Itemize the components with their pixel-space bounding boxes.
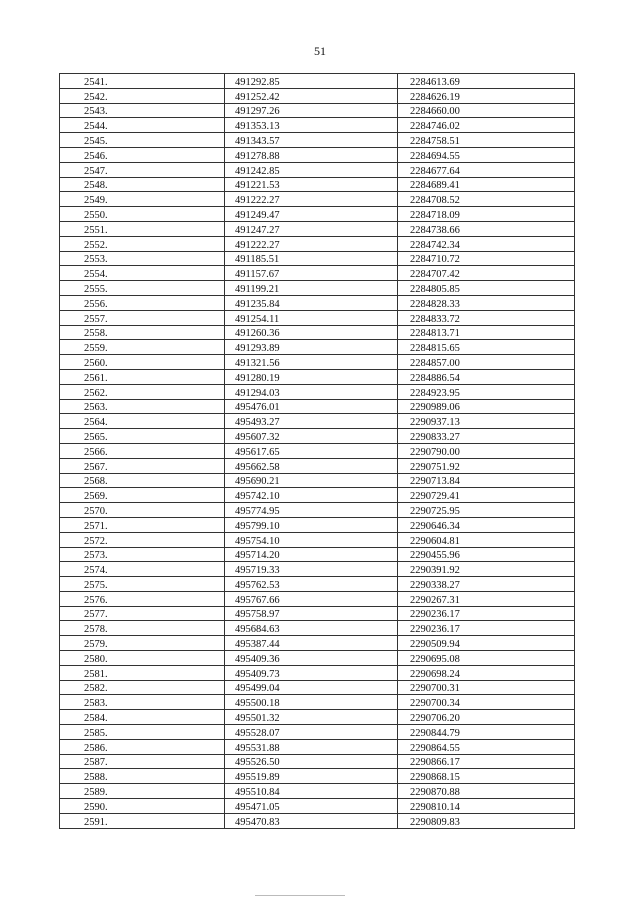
point-number-cell: 2547. <box>60 162 225 177</box>
y-coordinate-cell: 2290866.17 <box>398 754 575 769</box>
y-coordinate-cell: 2290713.84 <box>398 473 575 488</box>
y-coordinate-cell: 2290706.20 <box>398 710 575 725</box>
x-coordinate-cell: 495767.66 <box>225 591 398 606</box>
x-coordinate-cell: 491294.03 <box>225 384 398 399</box>
x-coordinate-cell: 491222.27 <box>225 236 398 251</box>
table-row <box>60 769 575 784</box>
table-row <box>60 754 575 769</box>
y-coordinate-cell: 2284707.42 <box>398 266 575 281</box>
table-row <box>60 799 575 814</box>
table-row <box>60 651 575 666</box>
x-coordinate-cell: 491247.27 <box>225 221 398 236</box>
point-number-cell: 2570. <box>60 503 225 518</box>
point-number-cell: 2578. <box>60 621 225 636</box>
table-row <box>60 162 575 177</box>
table-row <box>60 473 575 488</box>
point-number-cell: 2579. <box>60 636 225 651</box>
point-number-cell: 2552. <box>60 236 225 251</box>
point-number-cell: 2585. <box>60 725 225 740</box>
point-number-cell: 2543. <box>60 103 225 118</box>
point-number-cell: 2582. <box>60 680 225 695</box>
y-coordinate-cell: 2290751.92 <box>398 458 575 473</box>
page-number: 51 <box>314 44 326 58</box>
table-row <box>60 591 575 606</box>
y-coordinate-cell: 2290509.94 <box>398 636 575 651</box>
point-number-cell: 2555. <box>60 281 225 296</box>
table-row <box>60 295 575 310</box>
x-coordinate-cell: 495758.97 <box>225 606 398 621</box>
table-row <box>60 133 575 148</box>
table-row <box>60 503 575 518</box>
y-coordinate-cell: 2284718.09 <box>398 207 575 222</box>
x-coordinate-cell: 495501.32 <box>225 710 398 725</box>
y-coordinate-cell: 2290236.17 <box>398 621 575 636</box>
table-row <box>60 236 575 251</box>
x-coordinate-cell: 495493.27 <box>225 414 398 429</box>
x-coordinate-cell: 495528.07 <box>225 725 398 740</box>
y-coordinate-cell: 2284694.55 <box>398 147 575 162</box>
point-number-cell: 2590. <box>60 799 225 814</box>
point-number-cell: 2556. <box>60 295 225 310</box>
x-coordinate-cell: 491222.27 <box>225 192 398 207</box>
x-coordinate-cell: 491199.21 <box>225 281 398 296</box>
y-coordinate-cell: 2290338.27 <box>398 577 575 592</box>
point-number-cell: 2574. <box>60 562 225 577</box>
x-coordinate-cell: 491254.11 <box>225 310 398 325</box>
x-coordinate-cell: 495409.36 <box>225 651 398 666</box>
y-coordinate-cell: 2290790.00 <box>398 443 575 458</box>
y-coordinate-cell: 2290267.31 <box>398 591 575 606</box>
table-row <box>60 680 575 695</box>
y-coordinate-cell: 2290989.06 <box>398 399 575 414</box>
x-coordinate-cell: 495617.65 <box>225 443 398 458</box>
x-coordinate-cell: 495531.88 <box>225 739 398 754</box>
y-coordinate-cell: 2290868.15 <box>398 769 575 784</box>
point-number-cell: 2546. <box>60 147 225 162</box>
x-coordinate-cell: 491278.88 <box>225 147 398 162</box>
x-coordinate-cell: 491260.36 <box>225 325 398 340</box>
point-number-cell: 2587. <box>60 754 225 769</box>
y-coordinate-cell: 2290729.41 <box>398 488 575 503</box>
x-coordinate-cell: 491280.19 <box>225 369 398 384</box>
point-number-cell: 2567. <box>60 458 225 473</box>
footer-divider <box>255 895 345 896</box>
table-row <box>60 606 575 621</box>
table-row <box>60 177 575 192</box>
point-number-cell: 2542. <box>60 88 225 103</box>
x-coordinate-cell: 491293.89 <box>225 340 398 355</box>
table-row <box>60 355 575 370</box>
y-coordinate-cell: 2290604.81 <box>398 532 575 547</box>
table-row <box>60 517 575 532</box>
table-row <box>60 399 575 414</box>
point-number-cell: 2544. <box>60 118 225 133</box>
table-row <box>60 340 575 355</box>
y-coordinate-cell: 2284923.95 <box>398 384 575 399</box>
x-coordinate-cell: 491353.13 <box>225 118 398 133</box>
table-row <box>60 665 575 680</box>
point-number-cell: 2566. <box>60 443 225 458</box>
point-number-cell: 2560. <box>60 355 225 370</box>
y-coordinate-cell: 2290236.17 <box>398 606 575 621</box>
x-coordinate-cell: 495476.01 <box>225 399 398 414</box>
y-coordinate-cell: 2290809.83 <box>398 813 575 828</box>
x-coordinate-cell: 491292.85 <box>225 74 398 89</box>
y-coordinate-cell: 2284689.41 <box>398 177 575 192</box>
y-coordinate-cell: 2284677.64 <box>398 162 575 177</box>
y-coordinate-cell: 2284746.02 <box>398 118 575 133</box>
point-number-cell: 2559. <box>60 340 225 355</box>
point-number-cell: 2541. <box>60 74 225 89</box>
table-row <box>60 710 575 725</box>
point-number-cell: 2572. <box>60 532 225 547</box>
point-number-cell: 2573. <box>60 547 225 562</box>
point-number-cell: 2564. <box>60 414 225 429</box>
y-coordinate-cell: 2284886.54 <box>398 369 575 384</box>
table-row <box>60 103 575 118</box>
table-row <box>60 88 575 103</box>
x-coordinate-cell: 495519.89 <box>225 769 398 784</box>
table-row <box>60 118 575 133</box>
y-coordinate-cell: 2290844.79 <box>398 725 575 740</box>
x-coordinate-cell: 495409.73 <box>225 665 398 680</box>
table-row <box>60 281 575 296</box>
x-coordinate-cell: 495684.63 <box>225 621 398 636</box>
x-coordinate-cell: 495500.18 <box>225 695 398 710</box>
x-coordinate-cell: 495510.84 <box>225 784 398 799</box>
point-number-cell: 2575. <box>60 577 225 592</box>
y-coordinate-cell: 2284805.85 <box>398 281 575 296</box>
y-coordinate-cell: 2290725.95 <box>398 503 575 518</box>
y-coordinate-cell: 2290695.08 <box>398 651 575 666</box>
x-coordinate-cell: 495607.32 <box>225 429 398 444</box>
y-coordinate-cell: 2284708.52 <box>398 192 575 207</box>
table-row <box>60 74 575 89</box>
table-row <box>60 147 575 162</box>
table-row <box>60 310 575 325</box>
table-row <box>60 251 575 266</box>
table-row <box>60 695 575 710</box>
point-number-cell: 2551. <box>60 221 225 236</box>
table-row <box>60 414 575 429</box>
y-coordinate-cell: 2284626.19 <box>398 88 575 103</box>
y-coordinate-cell: 2290864.55 <box>398 739 575 754</box>
y-coordinate-cell: 2290833.27 <box>398 429 575 444</box>
x-coordinate-cell: 491252.42 <box>225 88 398 103</box>
y-coordinate-cell: 2290937.13 <box>398 414 575 429</box>
y-coordinate-cell: 2284613.69 <box>398 74 575 89</box>
point-number-cell: 2549. <box>60 192 225 207</box>
x-coordinate-cell: 491235.84 <box>225 295 398 310</box>
x-coordinate-cell: 491297.26 <box>225 103 398 118</box>
x-coordinate-cell: 495762.53 <box>225 577 398 592</box>
y-coordinate-cell: 2284828.33 <box>398 295 575 310</box>
x-coordinate-cell: 491249.47 <box>225 207 398 222</box>
table-row <box>60 458 575 473</box>
x-coordinate-cell: 491343.57 <box>225 133 398 148</box>
x-coordinate-cell: 495499.04 <box>225 680 398 695</box>
y-coordinate-cell: 2290698.24 <box>398 665 575 680</box>
y-coordinate-cell: 2290870.88 <box>398 784 575 799</box>
x-coordinate-cell: 491185.51 <box>225 251 398 266</box>
x-coordinate-cell: 491321.56 <box>225 355 398 370</box>
table-row <box>60 384 575 399</box>
table-row <box>60 532 575 547</box>
point-number-cell: 2565. <box>60 429 225 444</box>
point-number-cell: 2569. <box>60 488 225 503</box>
point-number-cell: 2588. <box>60 769 225 784</box>
point-number-cell: 2568. <box>60 473 225 488</box>
y-coordinate-cell: 2284815.65 <box>398 340 575 355</box>
table-row <box>60 784 575 799</box>
y-coordinate-cell: 2284710.72 <box>398 251 575 266</box>
x-coordinate-cell: 495774.95 <box>225 503 398 518</box>
x-coordinate-cell: 491242.85 <box>225 162 398 177</box>
table-row <box>60 369 575 384</box>
point-number-cell: 2571. <box>60 517 225 532</box>
table-row <box>60 621 575 636</box>
y-coordinate-cell: 2284813.71 <box>398 325 575 340</box>
x-coordinate-cell: 495754.10 <box>225 532 398 547</box>
x-coordinate-cell: 495470.83 <box>225 813 398 828</box>
x-coordinate-cell: 495526.50 <box>225 754 398 769</box>
x-coordinate-cell: 495719.33 <box>225 562 398 577</box>
point-number-cell: 2557. <box>60 310 225 325</box>
x-coordinate-cell: 495662.58 <box>225 458 398 473</box>
point-number-cell: 2553. <box>60 251 225 266</box>
point-number-cell: 2548. <box>60 177 225 192</box>
table-row <box>60 739 575 754</box>
x-coordinate-cell: 495690.21 <box>225 473 398 488</box>
y-coordinate-cell: 2284833.72 <box>398 310 575 325</box>
coordinates-table <box>59 73 575 829</box>
table-row <box>60 443 575 458</box>
point-number-cell: 2584. <box>60 710 225 725</box>
point-number-cell: 2562. <box>60 384 225 399</box>
point-number-cell: 2583. <box>60 695 225 710</box>
y-coordinate-cell: 2290391.92 <box>398 562 575 577</box>
coordinates-table-body <box>60 74 575 829</box>
table-row <box>60 547 575 562</box>
point-number-cell: 2577. <box>60 606 225 621</box>
y-coordinate-cell: 2284742.34 <box>398 236 575 251</box>
y-coordinate-cell: 2290700.31 <box>398 680 575 695</box>
point-number-cell: 2561. <box>60 369 225 384</box>
y-coordinate-cell: 2290455.96 <box>398 547 575 562</box>
x-coordinate-cell: 495799.10 <box>225 517 398 532</box>
table-row <box>60 429 575 444</box>
table-row <box>60 577 575 592</box>
point-number-cell: 2586. <box>60 739 225 754</box>
table-row <box>60 636 575 651</box>
point-number-cell: 2545. <box>60 133 225 148</box>
y-coordinate-cell: 2290700.34 <box>398 695 575 710</box>
x-coordinate-cell: 491157.67 <box>225 266 398 281</box>
table-row <box>60 488 575 503</box>
point-number-cell: 2576. <box>60 591 225 606</box>
point-number-cell: 2558. <box>60 325 225 340</box>
point-number-cell: 2589. <box>60 784 225 799</box>
table-row <box>60 266 575 281</box>
y-coordinate-cell: 2284660.00 <box>398 103 575 118</box>
y-coordinate-cell: 2284738.66 <box>398 221 575 236</box>
x-coordinate-cell: 495714.20 <box>225 547 398 562</box>
y-coordinate-cell: 2284857.00 <box>398 355 575 370</box>
x-coordinate-cell: 495742.10 <box>225 488 398 503</box>
y-coordinate-cell: 2284758.51 <box>398 133 575 148</box>
x-coordinate-cell: 495387.44 <box>225 636 398 651</box>
point-number-cell: 2554. <box>60 266 225 281</box>
point-number-cell: 2563. <box>60 399 225 414</box>
point-number-cell: 2580. <box>60 651 225 666</box>
table-row <box>60 221 575 236</box>
table-row <box>60 325 575 340</box>
table-row <box>60 562 575 577</box>
table-row <box>60 192 575 207</box>
table-row <box>60 813 575 828</box>
point-number-cell: 2591. <box>60 813 225 828</box>
point-number-cell: 2581. <box>60 665 225 680</box>
table-row <box>60 207 575 222</box>
x-coordinate-cell: 491221.53 <box>225 177 398 192</box>
y-coordinate-cell: 2290646.34 <box>398 517 575 532</box>
table-row <box>60 725 575 740</box>
point-number-cell: 2550. <box>60 207 225 222</box>
x-coordinate-cell: 495471.05 <box>225 799 398 814</box>
y-coordinate-cell: 2290810.14 <box>398 799 575 814</box>
